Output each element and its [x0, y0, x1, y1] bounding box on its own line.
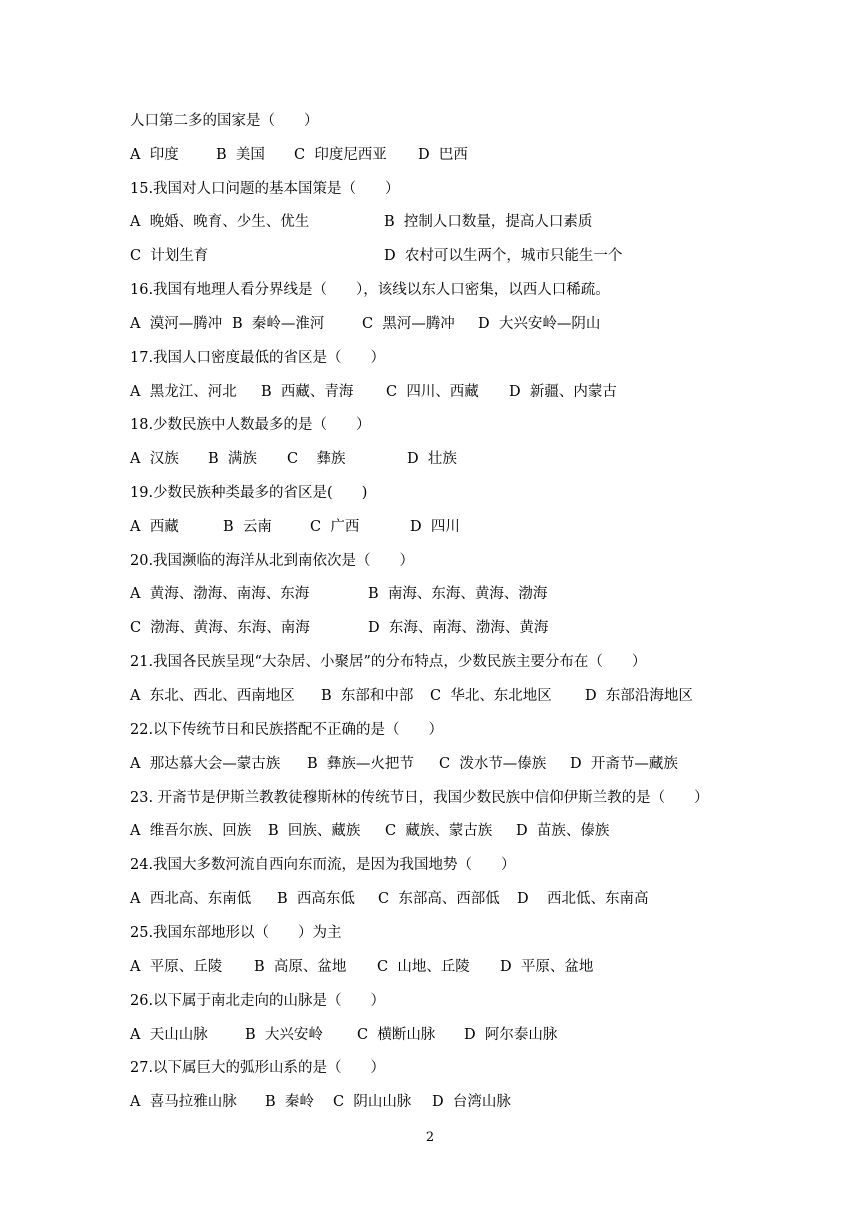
answer-option: A 晚婚、晚育、少生、优生: [130, 214, 310, 230]
answer-option: D 阿尔泰山脉: [464, 1027, 558, 1043]
answer-option: B 满族: [208, 451, 257, 467]
question-text: 15.我国对人口问题的基本国策是（ ）: [130, 181, 400, 197]
answer-option: C 计划生育: [130, 248, 209, 264]
answer-option: B 彝族—火把节: [307, 756, 414, 772]
answer-option: B 控制人口数量，提高人口素质: [384, 214, 593, 230]
answer-option: A 西北高、东南低: [130, 891, 252, 907]
answer-option: D 四川: [410, 519, 460, 535]
answer-option: B 高原、盆地: [254, 959, 347, 975]
answer-option: A 维吾尔族、回族: [130, 823, 252, 839]
question-text: 22.以下传统节日和民族搭配不正确的是（ ）: [130, 722, 444, 738]
answer-option: D 东海、南海、渤海、黄海: [368, 620, 549, 636]
answer-option: C 渤海、黄海、东海、南海: [130, 620, 310, 636]
answer-option: B 大兴安岭: [245, 1027, 323, 1043]
answer-option: C 广西: [310, 519, 360, 535]
answer-option: B 西高东低: [277, 891, 355, 907]
answer-option: A 黄海、渤海、南海、东海: [130, 586, 310, 602]
answer-option: C 四川、西藏: [386, 384, 479, 400]
question-text: 23. 开斋节是伊斯兰教教徒穆斯林的传统节日，我国少数民族中信仰伊斯兰教的是（ ）: [130, 790, 709, 806]
question-text: 18.少数民族中人数最多的是（ ）: [130, 417, 371, 433]
answer-option: C 横断山脉: [357, 1027, 436, 1043]
answer-option: A 东北、西北、西南地区: [130, 688, 295, 704]
answer-option: A 喜马拉雅山脉: [130, 1094, 237, 1110]
question-text: 人口第二多的国家是（ ）: [130, 113, 319, 129]
answer-option: C 东部高、西部低: [378, 891, 500, 907]
answer-option: C 山地、丘陵: [377, 959, 470, 975]
answer-option: B 秦岭: [265, 1094, 314, 1110]
answer-option: C 阴山山脉: [333, 1094, 412, 1110]
answer-option: D 苗族、傣族: [516, 823, 610, 839]
answer-option: D 平原、盆地: [500, 959, 594, 975]
answer-option: C 黑河—腾冲: [362, 316, 455, 332]
answer-option: C 华北、东北地区: [430, 688, 552, 704]
answer-option: A 平原、丘陵: [130, 959, 223, 975]
answer-option: B 东部和中部: [321, 688, 414, 704]
answer-option: C 印度尼西亚: [294, 147, 387, 163]
answer-option: D 大兴安岭—阴山: [478, 316, 601, 332]
answer-option: A 印度: [130, 147, 179, 163]
question-text: 21.我国各民族呈现“大杂居、小聚居”的分布特点，少数民族主要分布在（ ）: [130, 654, 647, 670]
answer-option: D 农村可以生两个，城市只能生一个: [384, 248, 623, 264]
answer-option: D 壮族: [407, 451, 457, 467]
answer-option: D 东部沿海地区: [585, 688, 693, 704]
question-text: 27.以下属巨大的弧形山系的是（ ）: [130, 1060, 386, 1076]
answer-option: D 西北低、东南高: [517, 891, 649, 907]
question-text: 16.我国有地理人看分界线是（ ），该线以东人口密集，以西人口稀疏。: [130, 282, 610, 298]
answer-option: A 汉族: [130, 451, 179, 467]
answer-option: B 云南: [223, 519, 272, 535]
answer-option: D 台湾山脉: [432, 1094, 511, 1110]
answer-option: A 西藏: [130, 519, 179, 535]
answer-option: B 南海、东海、黄海、渤海: [368, 586, 548, 602]
question-text: 26.以下属于南北走向的山脉是（ ）: [130, 993, 386, 1009]
answer-option: C 泼水节—傣族: [439, 756, 547, 772]
question-text: 20.我国濒临的海洋从北到南依次是（ ）: [130, 553, 415, 569]
answer-option: C 藏族、蒙古族: [385, 823, 493, 839]
question-text: 19.少数民族种类最多的省区是( ): [130, 485, 368, 501]
answer-option: A 天山山脉: [130, 1027, 208, 1043]
answer-option: C 彝族: [287, 451, 346, 467]
question-text: 24.我国大多数河流自西向东而流，是因为我国地势（ ）: [130, 857, 516, 873]
answer-option: B 美国: [216, 147, 265, 163]
answer-option: D 新疆、内蒙古: [509, 384, 617, 400]
answer-option: B 西藏、青海: [261, 384, 354, 400]
answer-option: A 那达慕大会—蒙古族: [130, 756, 281, 772]
answer-option: D 开斋节—藏族: [570, 756, 678, 772]
answer-option: A 黑龙江、河北: [130, 384, 237, 400]
answer-option: A 漠河—腾冲: [130, 316, 223, 332]
question-text: 17.我国人口密度最低的省区是（ ）: [130, 350, 386, 366]
answer-option: D 巴西: [418, 147, 468, 163]
answer-option: B 秦岭—淮河: [232, 316, 325, 332]
answer-option: B 回族、藏族: [268, 823, 361, 839]
page-number: 2: [425, 1130, 435, 1145]
question-text: 25.我国东部地形以（ ）为主: [130, 925, 342, 941]
